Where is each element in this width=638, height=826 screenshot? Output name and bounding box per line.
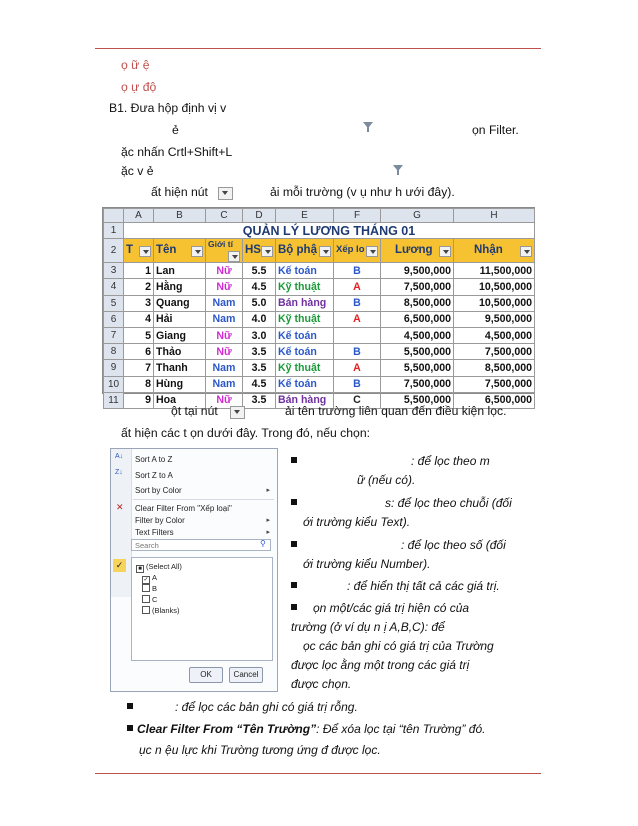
table-row xyxy=(104,311,535,327)
cell-bo-phan: Bán hàng xyxy=(276,392,334,408)
cell-nhan: 10,500,000 xyxy=(454,295,535,311)
cell-stt: 2 xyxy=(124,279,154,295)
checkbox-empty-icon xyxy=(142,606,150,614)
bullet-square-icon xyxy=(127,703,133,709)
cell-luong: 5,500,000 xyxy=(381,360,454,376)
table-row xyxy=(104,344,535,360)
cell-gioi-tinh: Nam xyxy=(206,376,243,392)
bullet-square-icon xyxy=(291,604,297,610)
cell-stt: 9 xyxy=(124,392,154,408)
cell-stt: 5 xyxy=(124,327,154,343)
para-2-part-b: ọn Filter. xyxy=(472,123,519,137)
cell-bo-phan: Kế toán xyxy=(276,327,334,343)
cell-nhan: 6,500,000 xyxy=(454,392,535,408)
dropdown-arrow-icon[interactable] xyxy=(261,246,273,257)
heading-line-1: ọ ữ ệ xyxy=(121,58,150,72)
bullet-square-icon xyxy=(291,541,297,547)
bullet-text-filters: s: để lọc theo chuỗi (đối xyxy=(291,494,512,513)
cell-ten: Quang xyxy=(154,295,206,311)
cell-gioi-tinh: Nam xyxy=(206,311,243,327)
cell-stt: 7 xyxy=(124,360,154,376)
table-row xyxy=(104,279,535,295)
cell-nhan: 10,500,000 xyxy=(454,279,535,295)
cell-bo-phan: Bán hàng xyxy=(276,295,334,311)
header-ten: Tên xyxy=(154,239,206,263)
bullet-blanks: : để lọc các bản ghi có giá trị rỗng. xyxy=(127,698,358,717)
field-header-row xyxy=(104,239,535,263)
cell-gioi-tinh: Nữ xyxy=(206,344,243,360)
sort-z-to-a[interactable]: Sort Z to A xyxy=(135,471,173,480)
bullet-square-icon xyxy=(127,725,133,731)
checkbox-empty-icon xyxy=(142,584,150,592)
row-number: 10 xyxy=(104,376,124,392)
bullet-number-filters-line2: ới trường kiểu Number). xyxy=(303,557,431,571)
col-header-c: C xyxy=(206,209,243,223)
para-2-part-a: ẻ xyxy=(172,123,179,137)
text-filters[interactable]: Text Filters xyxy=(135,528,174,537)
header-xep-loai: Xếp lo xyxy=(334,239,381,263)
para-6-part-b: ải tên trường liên quan đến điều kiện lọc. xyxy=(285,404,507,418)
header-nhan: Nhận xyxy=(454,239,535,263)
cell-ten: Thanh xyxy=(154,360,206,376)
checkbox-empty-icon xyxy=(142,595,150,603)
row-number: 11 xyxy=(104,392,124,408)
cell-stt: 3 xyxy=(124,295,154,311)
bullet-choose-values-line4: được lọc ằng một trong các giá trị xyxy=(291,658,470,672)
col-header-d: D xyxy=(243,209,276,223)
cell-gioi-tinh: Nữ xyxy=(206,327,243,343)
cell-luong: 4,500,000 xyxy=(381,327,454,343)
bullet-choose-values-line3: ọc các bản ghi có giá trị của Trường xyxy=(303,639,494,653)
cell-bo-phan: Kế toán xyxy=(276,263,334,279)
bullet-choose-values-line5: được chọn. xyxy=(291,677,352,691)
row-number: 1 xyxy=(104,223,124,239)
dropdown-arrow-icon[interactable] xyxy=(139,246,151,257)
chevron-right-icon: ▸ xyxy=(266,487,270,494)
spreadsheet-screenshot xyxy=(102,207,535,407)
dropdown-arrow-icon[interactable] xyxy=(439,246,451,257)
cell-stt: 8 xyxy=(124,376,154,392)
cell-ten: Hải xyxy=(154,311,206,327)
top-rule xyxy=(95,48,541,49)
cell-xep-loai: B xyxy=(334,376,381,392)
cell-hs: 3.0 xyxy=(243,327,276,343)
para-7: ất hiện các t ọn dưới đây. Trong đó, nếu chọn: xyxy=(121,426,370,440)
col-header-g: G xyxy=(381,209,454,223)
checkbox-partial-icon: ■ xyxy=(136,565,144,573)
header-hs: HS xyxy=(243,239,276,263)
dropdown-arrow-icon[interactable] xyxy=(319,246,331,257)
dropdown-arrow-icon[interactable] xyxy=(366,246,378,257)
cell-luong: 5,500,000 xyxy=(381,392,454,408)
dropdown-arrow-icon[interactable] xyxy=(191,246,203,257)
cell-xep-loai: A xyxy=(334,279,381,295)
column-header-row xyxy=(104,209,535,223)
row-number: 2 xyxy=(104,239,124,263)
chevron-right-icon: ▸ xyxy=(266,529,270,536)
step-1-text: B1. Đưa hộp định vị v xyxy=(109,101,227,115)
bullet-number-filters: : để lọc theo số (đối xyxy=(291,536,506,555)
sort-az-icon: A↓ xyxy=(115,453,124,460)
col-header-a: A xyxy=(124,209,154,223)
chevron-right-icon: ▸ xyxy=(266,517,270,524)
cell-luong: 6,500,000 xyxy=(381,311,454,327)
cancel-button[interactable]: Cancel xyxy=(229,667,263,683)
cell-luong: 9,500,000 xyxy=(381,263,454,279)
cell-bo-phan: Kế toán xyxy=(276,344,334,360)
cell-xep-loai: B xyxy=(334,344,381,360)
bullet-choose-values: ọn một/các giá trị hiện có của xyxy=(291,599,469,618)
dropdown-arrow-icon[interactable] xyxy=(520,246,532,257)
table-row xyxy=(104,327,535,343)
sheet-title: QUẢN LÝ LƯƠNG THÁNG 01 xyxy=(124,223,535,239)
checkbox-a[interactable]: ✓ A xyxy=(143,573,158,583)
row-number: 7 xyxy=(104,327,124,343)
bullet-square-icon xyxy=(291,457,297,463)
cell-ten: Hằng xyxy=(154,279,206,295)
cell-gioi-tinh: Nữ xyxy=(206,263,243,279)
checkbox-checked-icon: ✓ xyxy=(143,577,149,583)
para-6-part-a: ột tại nút xyxy=(171,404,218,418)
filter-funnel-icon-2 xyxy=(392,164,404,176)
bullet-sort-color: : để lọc theo m xyxy=(291,452,490,471)
cell-stt: 1 xyxy=(124,263,154,279)
cell-ten: Thảo xyxy=(154,344,206,360)
header-stt: T xyxy=(124,239,154,263)
para-5-part-b: ải mỗi trường (v ụ như h ưới đây). xyxy=(270,185,455,199)
checkbox-blanks[interactable]: (Blanks) xyxy=(142,606,180,615)
row-number: 5 xyxy=(104,295,124,311)
search-icon: ⚲ xyxy=(260,539,266,548)
col-header-b: B xyxy=(154,209,206,223)
cell-hs: 5.0 xyxy=(243,295,276,311)
cell-xep-loai: C xyxy=(334,392,381,408)
cell-ten: Lan xyxy=(154,263,206,279)
corner-cell xyxy=(104,209,124,223)
cell-xep-loai xyxy=(334,327,381,343)
cell-hs: 4.0 xyxy=(243,311,276,327)
row-number: 4 xyxy=(104,279,124,295)
bullet-clear-filter-line2: ục n ệu lực khi Trường tương ứng đ được lọc. xyxy=(139,743,381,757)
cell-gioi-tinh: Nữ xyxy=(206,279,243,295)
cell-hs: 5.5 xyxy=(243,263,276,279)
table-row xyxy=(104,295,535,311)
bullet-clear-filter: Clear Filter From “Tên Trường”: Để xóa lọc tại “tên Trường” đó. xyxy=(127,720,485,739)
bullet-square-icon xyxy=(291,582,297,588)
cell-xep-loai: B xyxy=(334,263,381,279)
cell-xep-loai: B xyxy=(334,295,381,311)
search-input[interactable]: Search xyxy=(131,539,271,551)
cell-nhan: 7,500,000 xyxy=(454,376,535,392)
col-header-f: F xyxy=(334,209,381,223)
cell-bo-phan: Kỹ thuật xyxy=(276,279,334,295)
table-row xyxy=(104,263,535,279)
checkbox-select-all[interactable]: ■ (Select All) xyxy=(136,562,182,573)
bullet-text-filters-line2: ới trường kiểu Text). xyxy=(303,515,411,529)
cell-hs: 4.5 xyxy=(243,279,276,295)
cell-hs: 3.5 xyxy=(243,344,276,360)
heading-line-2: ọ ự độ xyxy=(121,80,157,94)
table-row xyxy=(104,360,535,376)
row-number: 3 xyxy=(104,263,124,279)
filter-check-icon: ✓ xyxy=(113,559,126,572)
cell-bo-phan: Kế toán xyxy=(276,376,334,392)
checkbox-c[interactable]: C xyxy=(142,595,157,604)
cell-nhan: 9,500,000 xyxy=(454,311,535,327)
cell-bo-phan: Kỹ thuật xyxy=(276,311,334,327)
cell-ten: Hùng xyxy=(154,376,206,392)
menu-divider xyxy=(133,499,274,500)
cell-xep-loai: A xyxy=(334,360,381,376)
col-header-e: E xyxy=(276,209,334,223)
para-5-part-a: ất hiện nút xyxy=(151,185,208,199)
cell-gioi-tinh: Nữ xyxy=(206,392,243,408)
para-3: ặc nhấn Crtl+Shift+L xyxy=(121,145,233,159)
value-list[interactable] xyxy=(131,557,273,661)
cell-hs: 3.5 xyxy=(243,392,276,408)
cell-ten: Giang xyxy=(154,327,206,343)
dropdown-arrow-icon[interactable] xyxy=(228,251,240,262)
cell-nhan: 8,500,000 xyxy=(454,360,535,376)
cell-luong: 7,500,000 xyxy=(381,279,454,295)
row-number: 9 xyxy=(104,360,124,376)
cell-stt: 6 xyxy=(124,344,154,360)
table-row xyxy=(104,376,535,392)
cell-xep-loai: A xyxy=(334,311,381,327)
bullet-select-all: : để hiển thị tất cả các giá trị. xyxy=(291,577,500,596)
row-number: 8 xyxy=(104,344,124,360)
cell-nhan: 7,500,000 xyxy=(454,344,535,360)
cell-gioi-tinh: Nam xyxy=(206,295,243,311)
filter-menu-screenshot xyxy=(110,448,278,692)
cell-gioi-tinh: Nam xyxy=(206,360,243,376)
sort-a-to-z[interactable]: Sort A to Z xyxy=(135,455,173,464)
dropdown-arrow-icon-2 xyxy=(230,406,245,419)
cell-nhan: 4,500,000 xyxy=(454,327,535,343)
sort-za-icon: Z↓ xyxy=(115,469,123,476)
cell-hs: 3.5 xyxy=(243,360,276,376)
col-header-h: H xyxy=(454,209,535,223)
bullet-choose-values-line2: trường (ở ví dụ n ị A,B,C): để xyxy=(291,620,445,634)
bullet-sort-color-line2: ữ (nếu có). xyxy=(357,473,416,487)
cell-luong: 5,500,000 xyxy=(381,344,454,360)
checkbox-b[interactable]: B xyxy=(142,584,157,593)
cell-luong: 7,500,000 xyxy=(381,376,454,392)
sort-by-color[interactable]: Sort by Color xyxy=(135,486,182,495)
cell-nhan: 11,500,000 xyxy=(454,263,535,279)
para-4: ặc v ẻ xyxy=(121,164,154,178)
filter-funnel-icon xyxy=(362,121,374,133)
clear-filter-icon: ✕ xyxy=(116,502,124,512)
bullet-square-icon xyxy=(291,499,297,505)
row-number: 6 xyxy=(104,311,124,327)
title-row xyxy=(104,223,535,239)
filter-by-color[interactable]: Filter by Color xyxy=(135,516,185,525)
header-bo-phan: Bộ phậ xyxy=(276,239,334,263)
cell-ten: Hoa xyxy=(154,392,206,408)
cell-stt: 4 xyxy=(124,311,154,327)
dropdown-arrow-icon xyxy=(218,187,233,200)
bottom-rule xyxy=(95,773,541,774)
cell-bo-phan: Kỹ thuật xyxy=(276,360,334,376)
cell-luong: 8,500,000 xyxy=(381,295,454,311)
header-luong: Lương xyxy=(381,239,454,263)
clear-filter-item[interactable]: Clear Filter From "Xếp loại" xyxy=(135,504,232,513)
ok-button[interactable]: OK xyxy=(189,667,223,683)
header-gioi-tinh: Giới tí xyxy=(206,239,243,263)
cell-hs: 4.5 xyxy=(243,376,276,392)
